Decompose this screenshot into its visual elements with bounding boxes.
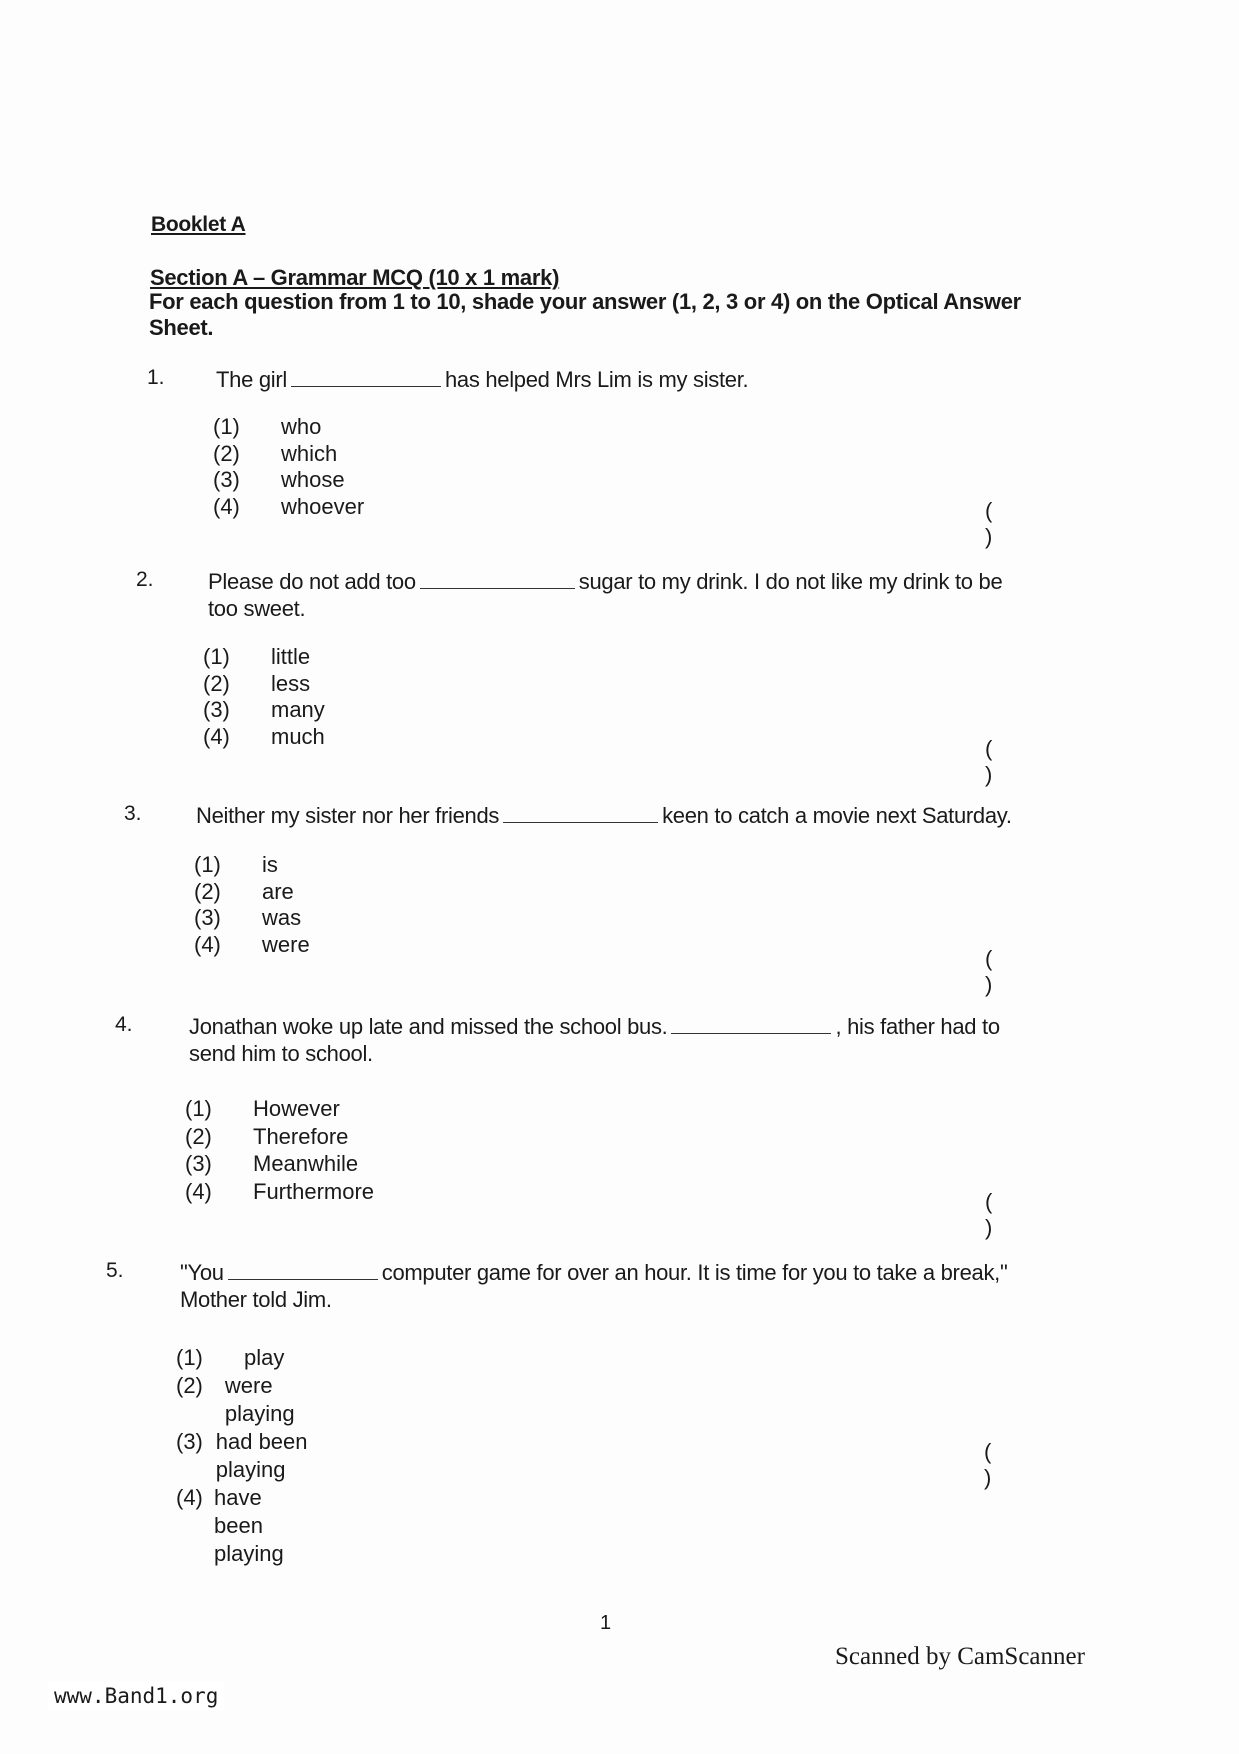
options-list xyxy=(203,644,325,750)
options-list xyxy=(176,1344,314,1568)
option: (1) is xyxy=(194,852,278,877)
option: (1) who xyxy=(213,414,322,439)
section-instruction-continued: Sheet. xyxy=(149,315,214,340)
option: (1) play xyxy=(176,1345,285,1370)
question-text-after: computer game for over an hour. It is time for you to take a break," xyxy=(381,1260,1008,1285)
options-list xyxy=(213,414,364,520)
answer-blank xyxy=(671,1032,831,1034)
option: (1) little xyxy=(203,644,311,669)
question-text-before: Jonathan woke up late and missed the school bus. xyxy=(189,1014,668,1039)
option: (3) Meanwhile xyxy=(185,1151,359,1176)
option: (2) which xyxy=(213,440,338,466)
question-text-before: Please do not add too xyxy=(208,569,416,594)
question-text-after: has helped Mrs Lim is my sister. xyxy=(444,367,749,392)
watermark: www.Band1.org xyxy=(48,1682,224,1710)
scanner-credit: Scanned by CamScanner xyxy=(835,1643,1085,1670)
answer-blank xyxy=(291,385,441,387)
option: (2) were playing xyxy=(176,1373,295,1426)
section-title: Section A – Grammar MCQ (10 x 1 mark) xyxy=(150,265,560,290)
question-text-line2: Mother told Jim. xyxy=(180,1287,332,1312)
option: (3) was xyxy=(194,905,302,930)
question-text-after: keen to catch a movie next Saturday. xyxy=(662,803,1012,828)
options-list xyxy=(194,852,310,958)
question-text-before: "You xyxy=(180,1260,224,1285)
question-text-line2: too sweet. xyxy=(208,596,306,621)
answer-box[interactable]: ( ) xyxy=(985,736,993,787)
option: (4) Furthermore xyxy=(185,1178,375,1204)
option: (4) much xyxy=(203,723,325,749)
answer-blank xyxy=(228,1278,378,1280)
answer-blank xyxy=(420,587,575,589)
option: (3) whose xyxy=(213,467,345,492)
option: (2) less xyxy=(203,670,311,696)
answer-box[interactable]: ( ) xyxy=(985,946,993,997)
options-list xyxy=(185,1095,374,1205)
option: (4) have been playing xyxy=(176,1485,284,1566)
question-number: 2. xyxy=(136,568,154,591)
option: (3) had been playing xyxy=(176,1429,308,1482)
question-text-before: The girl xyxy=(216,367,287,392)
option: (2) Therefore xyxy=(185,1123,349,1149)
question-text-after: , his father had to xyxy=(835,1014,1000,1039)
option: (3) many xyxy=(203,697,325,722)
booklet-title: Booklet A xyxy=(151,213,246,236)
question-text-after: sugar to my drink. I do not like my drink to be xyxy=(578,569,1003,594)
question-text-before: Neither my sister nor her friends xyxy=(196,803,500,828)
answer-blank xyxy=(503,821,658,823)
answer-box[interactable]: ( ) xyxy=(984,1439,992,1490)
section-instruction: For each question from 1 to 10, shade your answer (1, 2, 3 or 4) on the Optical Answer xyxy=(149,289,1021,314)
question-text-line2: send him to school. xyxy=(189,1041,373,1066)
answer-box[interactable]: ( ) xyxy=(985,498,993,549)
question-number: 1. xyxy=(147,366,165,389)
question-number: 5. xyxy=(106,1259,124,1282)
option: (4) whoever xyxy=(213,493,365,519)
option: (1) However xyxy=(185,1096,340,1121)
page-number: 1 xyxy=(600,1612,612,1634)
option: (2) are xyxy=(194,878,294,904)
answer-box[interactable]: ( ) xyxy=(985,1189,993,1240)
question-number: 3. xyxy=(124,802,142,825)
question-number: 4. xyxy=(115,1013,133,1036)
option: (4) were xyxy=(194,931,310,957)
